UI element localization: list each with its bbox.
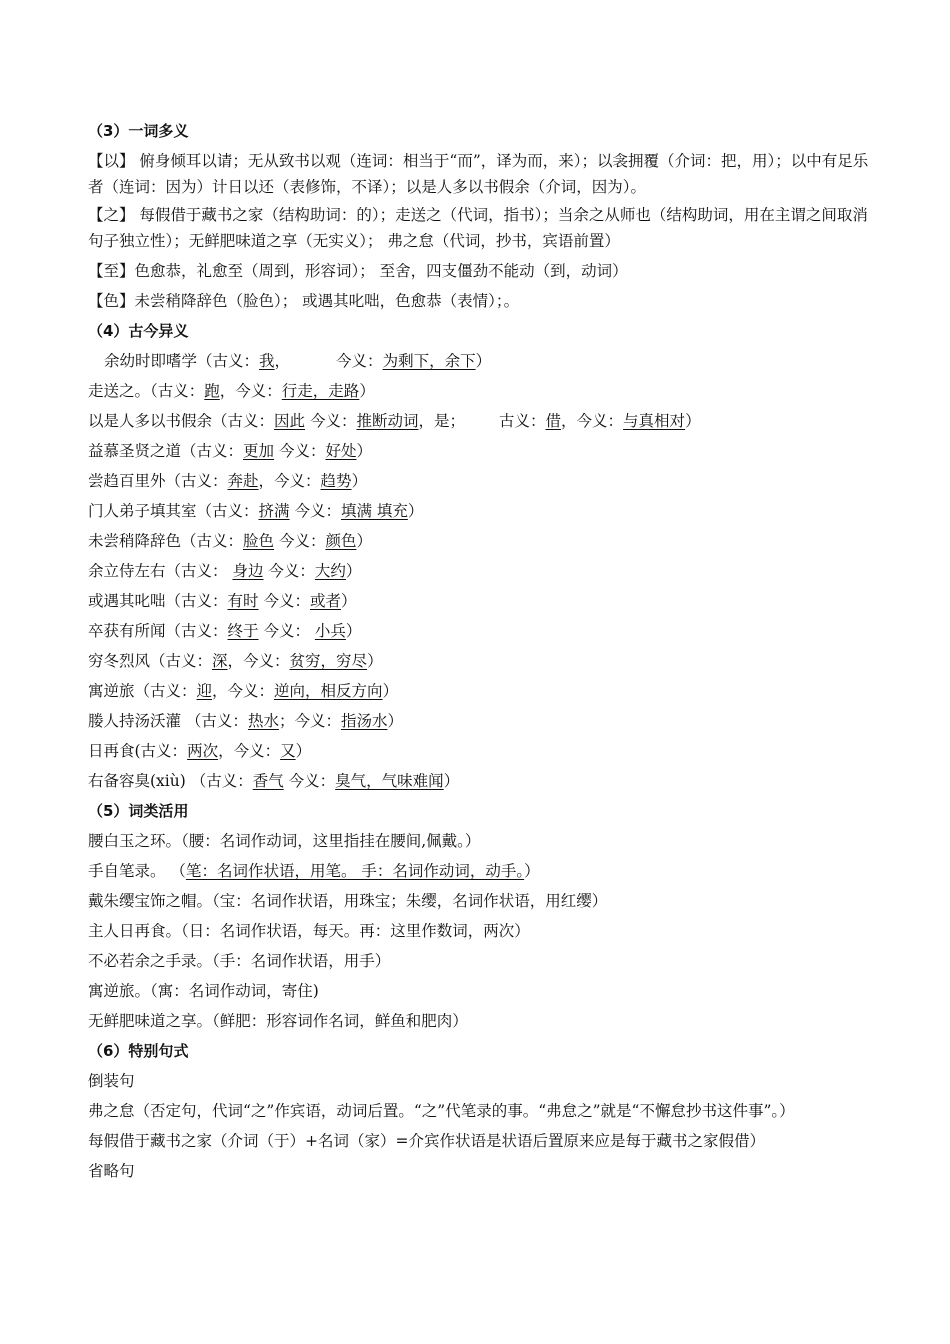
example-row: [88, 736, 878, 766]
example-row: [88, 436, 878, 466]
closing-paren: ）: [443, 772, 460, 790]
example-text: 门人弟子填其室（古义：: [88, 502, 259, 520]
ancient-meaning: 两次: [187, 742, 219, 760]
ancient-meaning: 挤满: [258, 502, 290, 520]
section-heading-ancient-modern: （4）古今异义: [88, 322, 189, 340]
example-row: [88, 556, 878, 586]
usage-line: 腰白玉之环。（腰：名词作动词，这里指挂在腰间,佩戴。）: [88, 832, 481, 850]
section-heading-word-class: （5）词类活用: [88, 802, 189, 820]
example-text: 走送之。（古义：: [88, 382, 205, 400]
closing-paren: ）: [685, 412, 701, 430]
closing-paren: ）: [524, 862, 540, 880]
modern-meaning: 推断动词: [356, 412, 419, 430]
example-row: [88, 586, 878, 616]
example-text: 穷冬烈风（古义：: [88, 652, 213, 670]
modern-meaning: 指汤水: [340, 712, 388, 730]
section-heading-polysemy: （3）一词多义: [88, 122, 189, 140]
ancient-meaning: 奔赴: [227, 472, 259, 490]
modern-label: ，今义：: [218, 742, 281, 760]
sentence-type-inverted: 倒装句: [88, 1072, 135, 1090]
document-page: [88, 116, 878, 1186]
modern-meaning: 小兵: [314, 622, 346, 640]
usage-line: 不必若余之手录。（手：名词作状语，用手）: [88, 952, 391, 970]
ancient-meaning: 迎: [196, 682, 213, 700]
modern-label: 今义：: [289, 502, 341, 520]
ancient-meaning: 深: [212, 652, 228, 670]
example-text: 尝趋百里外（古义：: [88, 472, 228, 490]
ancient-meaning: 香气: [252, 772, 284, 790]
modern-label: 今义：: [258, 622, 315, 640]
modern-label: ，今义：: [258, 472, 321, 490]
usage-line: 主人日再食。（日：名词作状语，每天。再：这里作数词，两次）: [88, 922, 530, 940]
ancient-meaning: 借: [545, 412, 562, 430]
example-row: [88, 376, 878, 406]
section-heading-special-sentences: （6）特别句式: [88, 1042, 189, 1060]
ancient-meaning: 脸色: [243, 532, 275, 550]
example-row: [88, 346, 878, 376]
modern-label: 今义：: [305, 412, 357, 430]
closing-paren: ）: [356, 532, 372, 550]
example-text: 右备容臭(xiù) （古义：: [88, 772, 253, 790]
closing-paren: ）: [340, 592, 357, 610]
modern-meaning: 臭气，气味难闻: [335, 772, 444, 790]
example-row: [88, 616, 878, 646]
ancient-meaning: 身边: [232, 562, 264, 580]
sentence-example: 弗之怠（否定句，代词“之”作宾语，动词后置。“之”代笔录的事。“弗怠之”就是“不懈怠抄书这件事”。）: [88, 1102, 795, 1120]
modern-meaning: 行走，走路: [281, 382, 360, 400]
modern-label: 今义：: [336, 352, 383, 370]
usage-explanation: 笔：名词作状语，用笔。 手：名词作动词，动手。: [185, 862, 525, 880]
modern-meaning: 贫穷，穷尽: [289, 652, 368, 670]
modern-meaning: 或者: [309, 592, 341, 610]
example-row: [88, 496, 878, 526]
example-row: [88, 526, 878, 556]
modern-label: 今义：: [283, 772, 336, 790]
usage-line: 戴朱缨宝饰之帽。（宝：名词作状语，用珠宝；朱缨，名词作状语，用红缨）: [88, 892, 608, 910]
modern-label: 今义：: [274, 532, 326, 550]
modern-label: 今义：: [274, 442, 326, 460]
example-text: 余立侍左右（古义：: [88, 562, 233, 580]
modern-label: 今义：: [263, 562, 315, 580]
closing-paren: ）: [382, 682, 399, 700]
example-text: 日再食(古义：: [88, 742, 188, 760]
example-text: 余幼时即嗜学（古义：: [104, 352, 260, 370]
ancient-meaning: 有时: [227, 592, 259, 610]
entry-zhi-arrive: 【至】色愈恭，礼愈至（周到，形容词）； 至舍，四支僵劲不能动（到，动词）: [88, 262, 628, 280]
closing-paren: ）: [345, 562, 362, 580]
example-row: [88, 676, 878, 706]
modern-meaning: 大约: [314, 562, 346, 580]
closing-paren: ）: [475, 352, 492, 370]
closing-paren: ）: [407, 502, 424, 520]
example-text: 益慕圣贤之道（古义：: [88, 442, 244, 460]
ancient-meaning: 因此: [274, 412, 306, 430]
modern-meaning: 好处: [325, 442, 357, 460]
modern-label: ，今义：: [219, 382, 282, 400]
entry-se: 【色】未尝稍降辞色（脸色）； 或遇其叱咄，色愈恭（表情）；。: [88, 292, 520, 310]
usage-text: 手自笔录。 （: [88, 862, 186, 880]
modern-meaning: 颜色: [325, 532, 357, 550]
entry-zhi: 【之】 每假借于藏书之家（结构助词：的）；走送之（代词，指书）；当余之从师也（结构助词，用在主谓之间取消句子独立性）；无鲜肥味道之享（无实义）； 弗之怠（代词，抄书，宾语前置）: [88, 206, 868, 250]
ancient-meaning: 热水: [247, 712, 279, 730]
sentence-example: 每假借于藏书之家（介词（于）+名词（家）=介宾作状语是状语后置原来应是每于藏书之家假借）: [88, 1132, 765, 1150]
modern-meaning: 逆向，相反方向: [274, 682, 383, 700]
example-row: [88, 706, 878, 736]
usage-line: [88, 856, 878, 886]
sentence-type-ellipsis: 省略句: [88, 1162, 135, 1180]
ancient-meaning: 更加: [243, 442, 275, 460]
separator: ，是；: [418, 412, 465, 430]
closing-paren: ）: [356, 442, 372, 460]
modern-label: ，今义：: [212, 682, 275, 700]
closing-paren: ）: [359, 382, 375, 400]
ancient-label: 古义：: [499, 412, 546, 430]
modern-meaning: 填满 填充: [340, 502, 408, 520]
example-text: 未尝稍降辞色（古义：: [88, 532, 244, 550]
modern-label: ，今义：: [561, 412, 624, 430]
modern-label: ；今义：: [278, 712, 341, 730]
example-row: [88, 766, 878, 796]
modern-meaning: 为剩下，余下: [382, 352, 476, 370]
entry-yi: 【以】 俯身倾耳以请；无从致书以观（连词：相当于“而”，译为而，来）；以衾拥覆（介词：把，用）；以中有足乐者（连词：因为）计日以还（表修饰，不译）；以是人多以书假余（介词，因为）。: [88, 152, 869, 196]
ancient-meaning: 我: [259, 352, 275, 370]
modern-meaning: 与真相对: [623, 412, 686, 430]
modern-meaning: 趋势: [320, 472, 352, 490]
example-row: [88, 466, 878, 496]
closing-paren: ）: [387, 712, 403, 730]
usage-line: 无鲜肥味道之享。（鲜肥：形容词作名词，鲜鱼和肥肉）: [88, 1012, 468, 1030]
example-row: [88, 406, 878, 436]
example-row: [88, 646, 878, 676]
closing-paren: ）: [367, 652, 383, 670]
example-text: 以是人多以书假余（古义：: [88, 412, 275, 430]
ancient-meaning: 终于: [227, 622, 259, 640]
example-text: 媵人持汤沃灌 （古义：: [88, 712, 248, 730]
closing-paren: ）: [351, 472, 368, 490]
separator: ，: [274, 352, 291, 370]
example-text: 卒获有所闻（古义：: [88, 622, 228, 640]
closing-paren: ）: [295, 742, 312, 760]
usage-line: 寓逆旅。（寓：名词作动词，寄住): [88, 982, 319, 1000]
modern-label: 今义：: [258, 592, 310, 610]
modern-label: ，今义：: [227, 652, 290, 670]
example-text: 或遇其叱咄（古义：: [88, 592, 228, 610]
ancient-meaning: 跑: [204, 382, 220, 400]
example-text: 寓逆旅（古义：: [88, 682, 197, 700]
modern-meaning: 又: [280, 742, 296, 760]
closing-paren: ）: [345, 622, 362, 640]
